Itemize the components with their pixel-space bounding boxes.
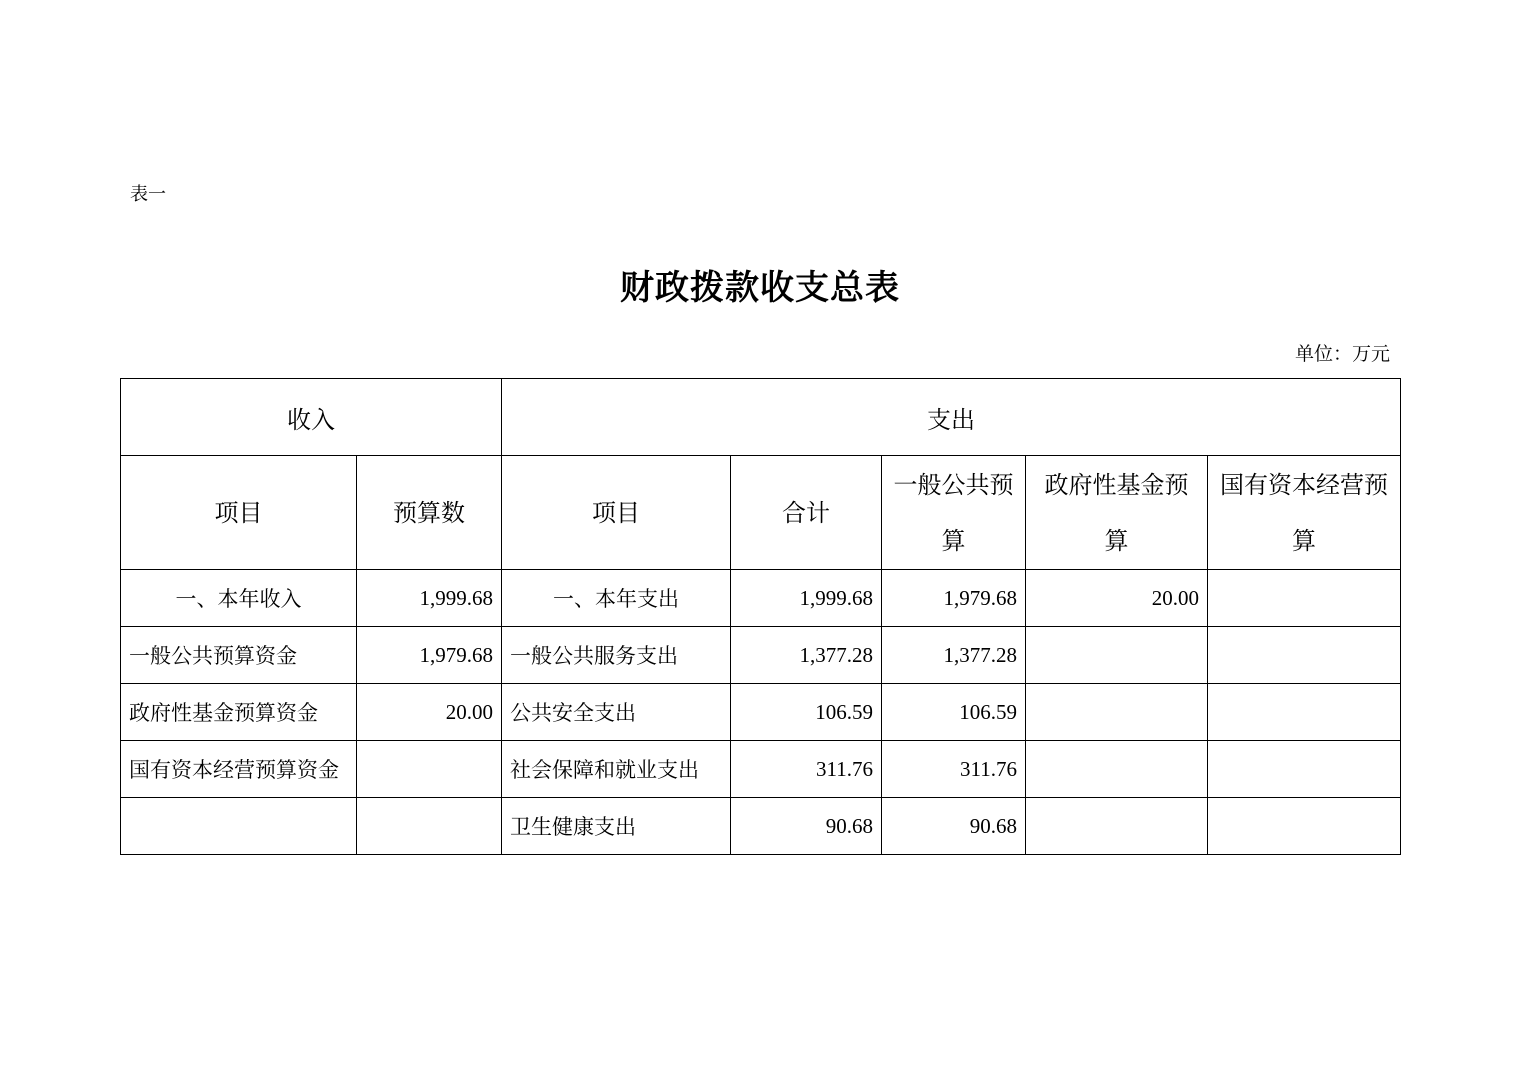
income-budget-cell [357, 741, 502, 798]
table-row [121, 627, 1401, 684]
expense-total-header: 合计 [731, 456, 882, 570]
gov-fund-cell [1026, 798, 1208, 855]
income-item-cell: 一般公共预算资金 [121, 627, 357, 684]
table-row [121, 741, 1401, 798]
expense-item-cell: 卫生健康支出 [502, 798, 731, 855]
expense-item-header: 项目 [502, 456, 731, 570]
unit-label: 单位：万元 [1294, 343, 1390, 365]
column-header-row [121, 456, 1401, 570]
state-capital-cell [1208, 798, 1401, 855]
income-budget-cell: 1,999.68 [357, 570, 502, 627]
income-group-header: 收入 [121, 379, 502, 456]
expense-total-cell: 106.59 [731, 684, 882, 741]
state-capital-cell [1208, 741, 1401, 798]
income-item-header: 项目 [121, 456, 357, 570]
state-capital-cell [1208, 627, 1401, 684]
expense-item-cell: 公共安全支出 [502, 684, 731, 741]
group-header-row [121, 379, 1401, 456]
table-row [121, 570, 1401, 627]
state-capital-header: 国有资本经营预算 [1208, 456, 1401, 570]
table-row [121, 684, 1401, 741]
general-budget-cell: 90.68 [882, 798, 1026, 855]
expense-total-cell: 311.76 [731, 741, 882, 798]
income-item-cell: 国有资本经营预算资金 [121, 741, 357, 798]
income-item-cell: 政府性基金预算资金 [121, 684, 357, 741]
expense-group-header: 支出 [502, 379, 1401, 456]
expense-item-cell: 一、本年支出 [502, 570, 731, 627]
general-budget-cell: 311.76 [882, 741, 1026, 798]
general-budget-cell: 1,377.28 [882, 627, 1026, 684]
state-capital-cell [1208, 684, 1401, 741]
income-budget-cell: 1,979.68 [357, 627, 502, 684]
budget-summary-table [120, 378, 1401, 855]
expense-total-cell: 90.68 [731, 798, 882, 855]
general-budget-header: 一般公共预算 [882, 456, 1026, 570]
gov-fund-cell [1026, 741, 1208, 798]
income-item-cell: 一、本年收入 [121, 570, 357, 627]
expense-total-cell: 1,999.68 [731, 570, 882, 627]
gov-fund-cell: 20.00 [1026, 570, 1208, 627]
gov-fund-cell [1026, 627, 1208, 684]
state-capital-cell [1208, 570, 1401, 627]
income-item-cell [121, 798, 357, 855]
expense-total-cell: 1,377.28 [731, 627, 882, 684]
expense-item-cell: 社会保障和就业支出 [502, 741, 731, 798]
gov-fund-header: 政府性基金预算 [1026, 456, 1208, 570]
general-budget-cell: 106.59 [882, 684, 1026, 741]
income-budget-header: 预算数 [357, 456, 502, 570]
table-number-label: 表一 [130, 184, 166, 205]
expense-item-cell: 一般公共服务支出 [502, 627, 731, 684]
gov-fund-cell [1026, 684, 1208, 741]
general-budget-cell: 1,979.68 [882, 570, 1026, 627]
document-title: 财政拨款收支总表 [620, 268, 900, 308]
table-row [121, 798, 1401, 855]
income-budget-cell [357, 798, 502, 855]
income-budget-cell: 20.00 [357, 684, 502, 741]
